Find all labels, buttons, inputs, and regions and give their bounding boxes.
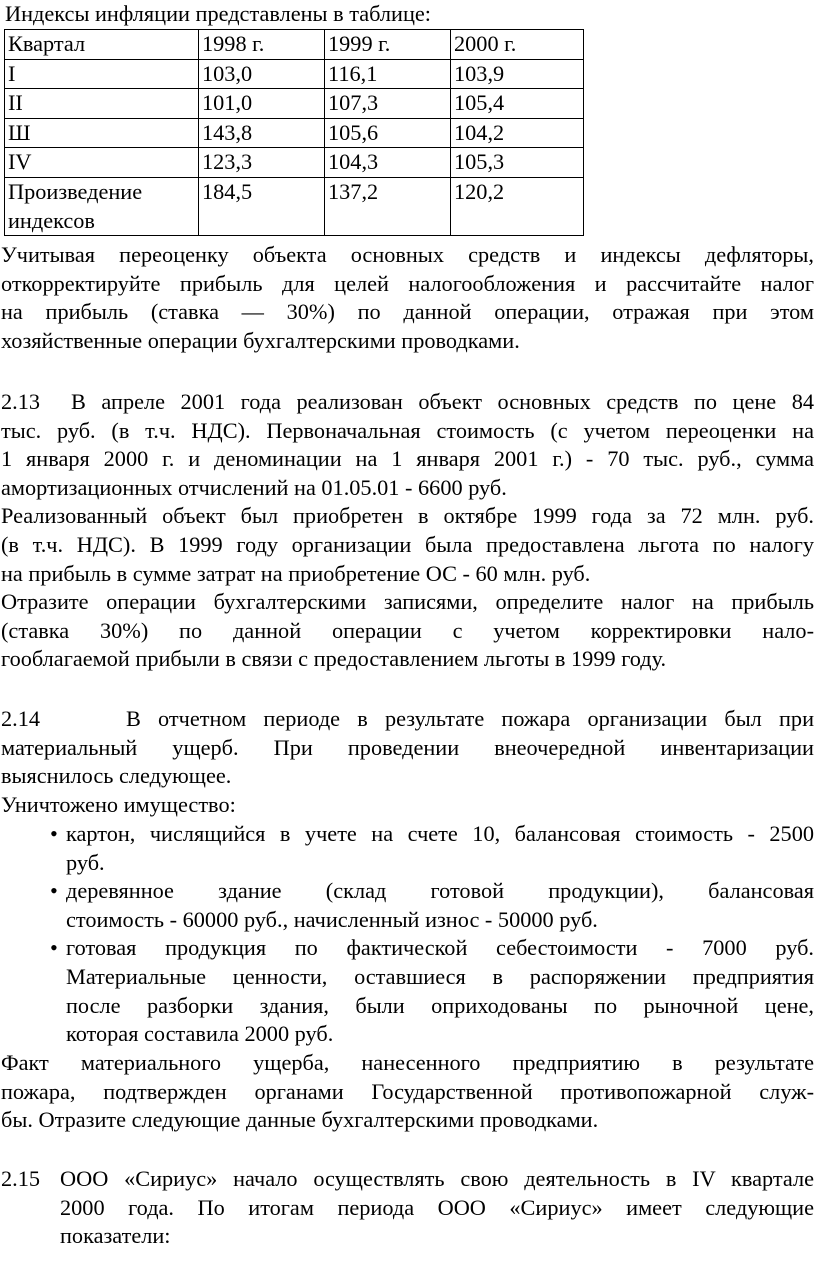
list-item [50,934,814,1048]
destroyed-property-list [50,820,814,1049]
task-2-14-closing [1,1049,814,1135]
text-line: (в т.ч. НДС). В 1999 году организации была предоставлена льгота по налогу [1,531,814,557]
table-cell: 101,0 [199,89,325,119]
table-cell: Произведение индексов [5,177,199,235]
table-cell: 104,3 [325,148,451,178]
table-cell: 103,9 [451,59,584,89]
table-cell: 107,3 [325,89,451,119]
text-line: Материальные ценности, оставшиеся в распоряжении предприятия [66,963,814,989]
table-intro: Индексы инфляции представлены в таблице: [5,1,431,26]
text-line: стоимость - 60000 руб., начисленный износ - 50000 руб. [66,906,598,932]
bullet-mark: • [50,821,58,846]
text-line: Факт материального ущерба, нанесенного предприятию в результате [1,1050,814,1075]
table-header-cell: 1999 г. [325,30,451,60]
table-cell: II [5,89,199,119]
text-line: пожара, подтвержден органами Государственной противопожарной служ- [1,1078,814,1104]
task-2-15-number: 2.15 [1,1166,41,1191]
table-row [5,148,584,178]
table-row [5,59,584,89]
table-cell: IV [5,148,199,178]
bullet-mark: • [50,935,58,961]
task-after-table [1,241,814,355]
table-header-row [5,30,584,60]
text-line: руб. [66,849,105,875]
text-line: после разборки здания, были оприходованы по рыночной цене, [66,992,814,1018]
text-line: Учитывая переоценку объекта основных средств и индексы дефляторы, [1,242,814,267]
text-line: тыс. руб. (в т.ч. НДС). Первоначальная стоимость (с учетом переоценки на [1,417,814,443]
table-cell: 184,5 [199,177,325,235]
table-row [5,118,584,148]
text-line: Реализованный объект был приобретен в октябре 1999 года за 72 млн. руб. [1,503,814,529]
table-cell: 104,2 [451,118,584,148]
text-line: (ставка 30%) по данной операции с учетом корректировки нало- [1,617,814,643]
list-item [50,877,814,934]
text-line: Уничтожено имущество: [1,791,236,817]
task-2-14 [1,705,814,819]
text-line: 2000 года. По итогам периода ООО «Сириус» имеет следующие [60,1194,814,1220]
text-line: выяснилось следующее. [1,763,232,789]
task-2-13 [1,388,814,674]
text-line: откорректируйте прибыль для целей налогообложения и рассчитайте налог [1,270,814,296]
table-cell: 103,0 [199,59,325,89]
text-line: Отразите операции бухгалтерскими записями, определите налог на прибыль [1,589,814,615]
text-line: готовая продукция по фактической себестоимости - 7000 руб. [66,935,814,961]
text-line: ООО «Сириус» начало осуществлять свою деятельность в IV квартале [60,1166,814,1191]
text-line: гооблагаемой прибыли в связи с предоставлением льготы в 1999 году. [1,646,667,672]
bullet-mark: • [50,878,58,904]
inflation-index-table [4,29,584,236]
table-cell: I [5,59,199,89]
text-line: 2.14 В отчетном периоде в результате пожара организации был при [1,706,814,731]
table-cell: Ш [5,118,199,148]
table-header-cell: Квартал [5,30,199,60]
table-cell: 143,8 [199,118,325,148]
table-cell: 105,6 [325,118,451,148]
table-cell: 120,2 [451,177,584,235]
text-line: показатели: [60,1223,171,1249]
table-header-cell: 2000 г. [451,30,584,60]
text-line: на прибыль (ставка — 30%) по данной операции, отражая при этом [1,299,814,325]
text-line: картон, числящийся в учете на счете 10, балансовая стоимость - 2500 [66,821,814,846]
table-cell: 116,1 [325,59,451,89]
table-cell: 105,4 [451,89,584,119]
text-line: амортизационных отчислений на 01.05.01 - 6600 руб. [1,474,507,500]
text-line: 2.13 В апреле 2001 года реализован объект основных средств по цене 84 [1,389,814,414]
text-line: 1 января 2000 г. и деноминации на 1 января 2001 г.) - 70 тыс. руб., сумма [1,446,814,472]
table-cell: 105,3 [451,148,584,178]
text-line: хозяйственные операции бухгалтерскими проводками. [1,327,520,353]
list-item [50,820,814,877]
task-2-15 [60,1165,814,1251]
table-cell: 137,2 [325,177,451,235]
text-line: материальный ущерб. При проведении внеочередной инвентаризации [1,734,814,760]
table-row [5,89,584,119]
table-row-total [5,177,584,235]
table-header-cell: 1998 г. [199,30,325,60]
text-line: на прибыль в сумме затрат на приобретение ОС - 60 млн. руб. [1,560,591,586]
text-line: деревянное здание (склад готовой продукции), балансовая [66,878,814,904]
text-line: бы. Отразите следующие данные бухгалтерскими проводками. [1,1107,599,1133]
table-cell: 123,3 [199,148,325,178]
text-line: которая составила 2000 руб. [66,1021,334,1047]
